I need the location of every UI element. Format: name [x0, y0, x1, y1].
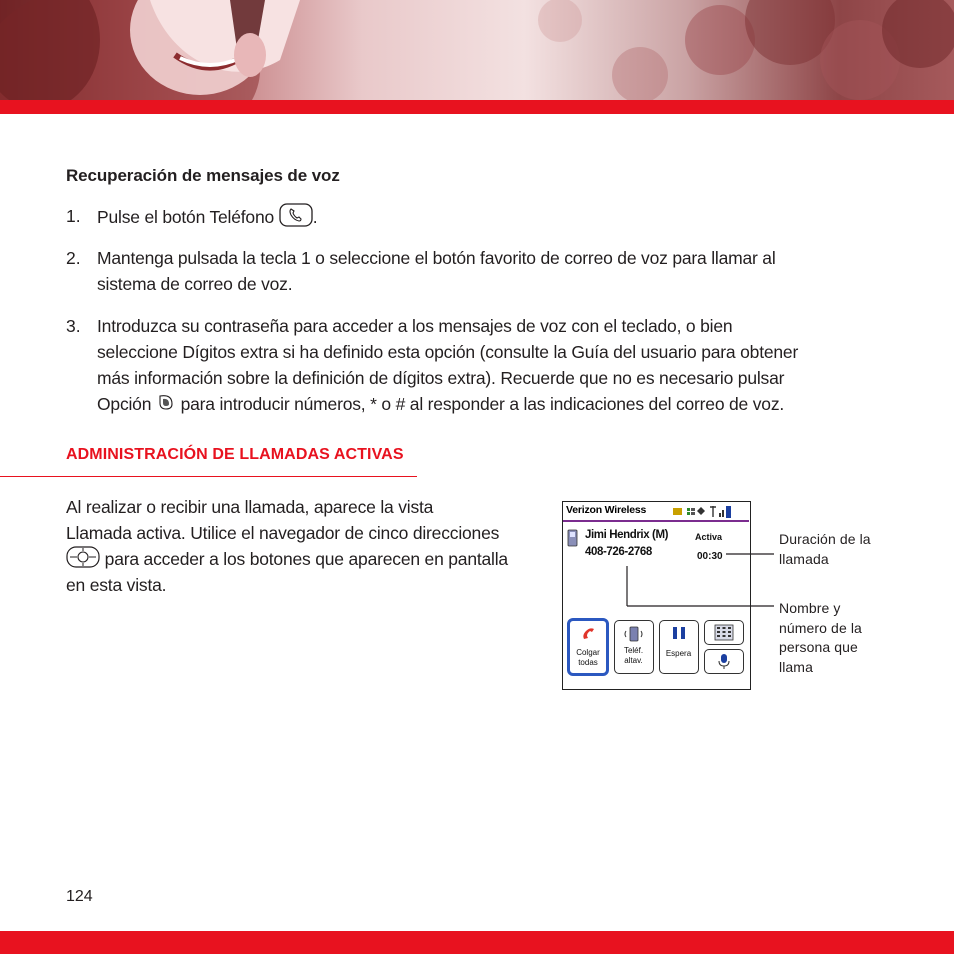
battery-icon: [673, 508, 682, 515]
call-timer: 00:30: [697, 551, 723, 562]
caller-phone-icon: [566, 527, 580, 549]
page-number: 124: [66, 888, 93, 905]
active-calls-line-4: en esta vista.: [66, 575, 167, 595]
step-2-line-1: Mantenga pulsada la tecla 1 o seleccione el botón favorito de correo de voz para llamar al: [97, 248, 776, 268]
speakerphone-label-line-1: Teléf.: [623, 646, 644, 655]
header-photo-image: [0, 0, 954, 100]
callout-call-duration: [779, 530, 871, 569]
footer-red-stripe: [0, 931, 954, 954]
carrier-name: Verizon Wireless: [566, 504, 647, 516]
header-photo-banner: [0, 0, 954, 100]
active-calls-line-1: Al realizar o recibir una llamada, aparece la vista: [66, 497, 434, 517]
hang-up-all-label: [570, 648, 606, 668]
speakerphone-icon: [624, 624, 644, 644]
microphone-icon: [717, 653, 731, 670]
option-button-icon: [156, 392, 176, 419]
callout-duration-line-1: Duración de la: [779, 531, 871, 547]
step-3-line-1: Introduzca su contraseña para acceder a los mensajes de voz con el teclado, o bien: [97, 316, 733, 336]
dialpad-icon: [714, 624, 734, 641]
hang-up-all-label-line-2: todas: [578, 658, 598, 667]
step-3-line-4: [97, 391, 784, 419]
hang-up-all-button[interactable]: [567, 618, 609, 676]
phone-button-icon: [279, 203, 313, 234]
caller-name: Jimi Hendrix (M): [585, 529, 669, 541]
step-3-line-4-after: para introducir números, * o # al responder a las indicaciones del correo de voz.: [180, 394, 785, 414]
speakerphone-label-line-2: altav.: [624, 656, 643, 665]
step-number: 3.: [66, 316, 81, 336]
speakerphone-button[interactable]: [614, 620, 654, 674]
status-bar: [563, 502, 749, 522]
status-icons: [671, 505, 749, 519]
callout-caller-line-3: persona que: [779, 639, 858, 655]
call-status: Activa: [695, 532, 723, 542]
callout-caller-line-1: Nombre y: [779, 600, 841, 616]
subsection-heading: Recuperación de mensajes de voz: [66, 166, 340, 185]
section-title: ADMINISTRACIÓN DE LLAMADAS ACTIVAS: [66, 446, 404, 463]
mute-button[interactable]: [704, 649, 744, 674]
step-2-line-2: sistema de correo de voz.: [97, 274, 293, 294]
section-divider: [0, 476, 417, 477]
active-calls-line-3-text: para acceder a los botones que aparecen en pantalla: [104, 549, 508, 570]
active-calls-line-3: [66, 546, 508, 575]
caller-number: 408-726-2768: [585, 546, 652, 558]
five-way-navigator-icon: [66, 546, 100, 575]
dialpad-button[interactable]: [704, 620, 744, 645]
callout-caller-line-2: número de la: [779, 619, 862, 636]
hang-up-all-label-line-1: Colgar: [576, 648, 600, 657]
hold-button[interactable]: [659, 620, 699, 674]
step-1-text: [97, 203, 317, 234]
callout-duration-line-2: llamada: [779, 550, 829, 567]
hang-up-icon: [580, 625, 598, 643]
callout-caller-line-4: llama: [779, 658, 813, 675]
step-number: 1.: [66, 206, 81, 226]
callout-leader-lines: [600, 540, 780, 615]
step-1-after: .: [312, 207, 318, 228]
step-3-line-3: más información sobre la definición de dígitos extra). Recuerde que no es necesario pulsar: [97, 368, 785, 388]
step-3-line-2: seleccione Dígitos extra si ha definido esta opción (consulte la Guía del usuario para obtener: [97, 342, 799, 362]
step-3-line-4-before: Opción: [97, 394, 152, 414]
header-red-stripe: [0, 100, 954, 114]
hold-pause-icon: [671, 626, 687, 640]
step-number: 2.: [66, 248, 81, 268]
speakerphone-label: [615, 646, 652, 666]
callout-caller-info: [779, 599, 862, 677]
hold-label: Espera: [665, 649, 692, 658]
step-1-before: Pulse el botón Teléfono: [97, 207, 275, 228]
active-calls-line-2: Llamada activa. Utilice el navegador de cinco direcciones: [66, 523, 500, 543]
